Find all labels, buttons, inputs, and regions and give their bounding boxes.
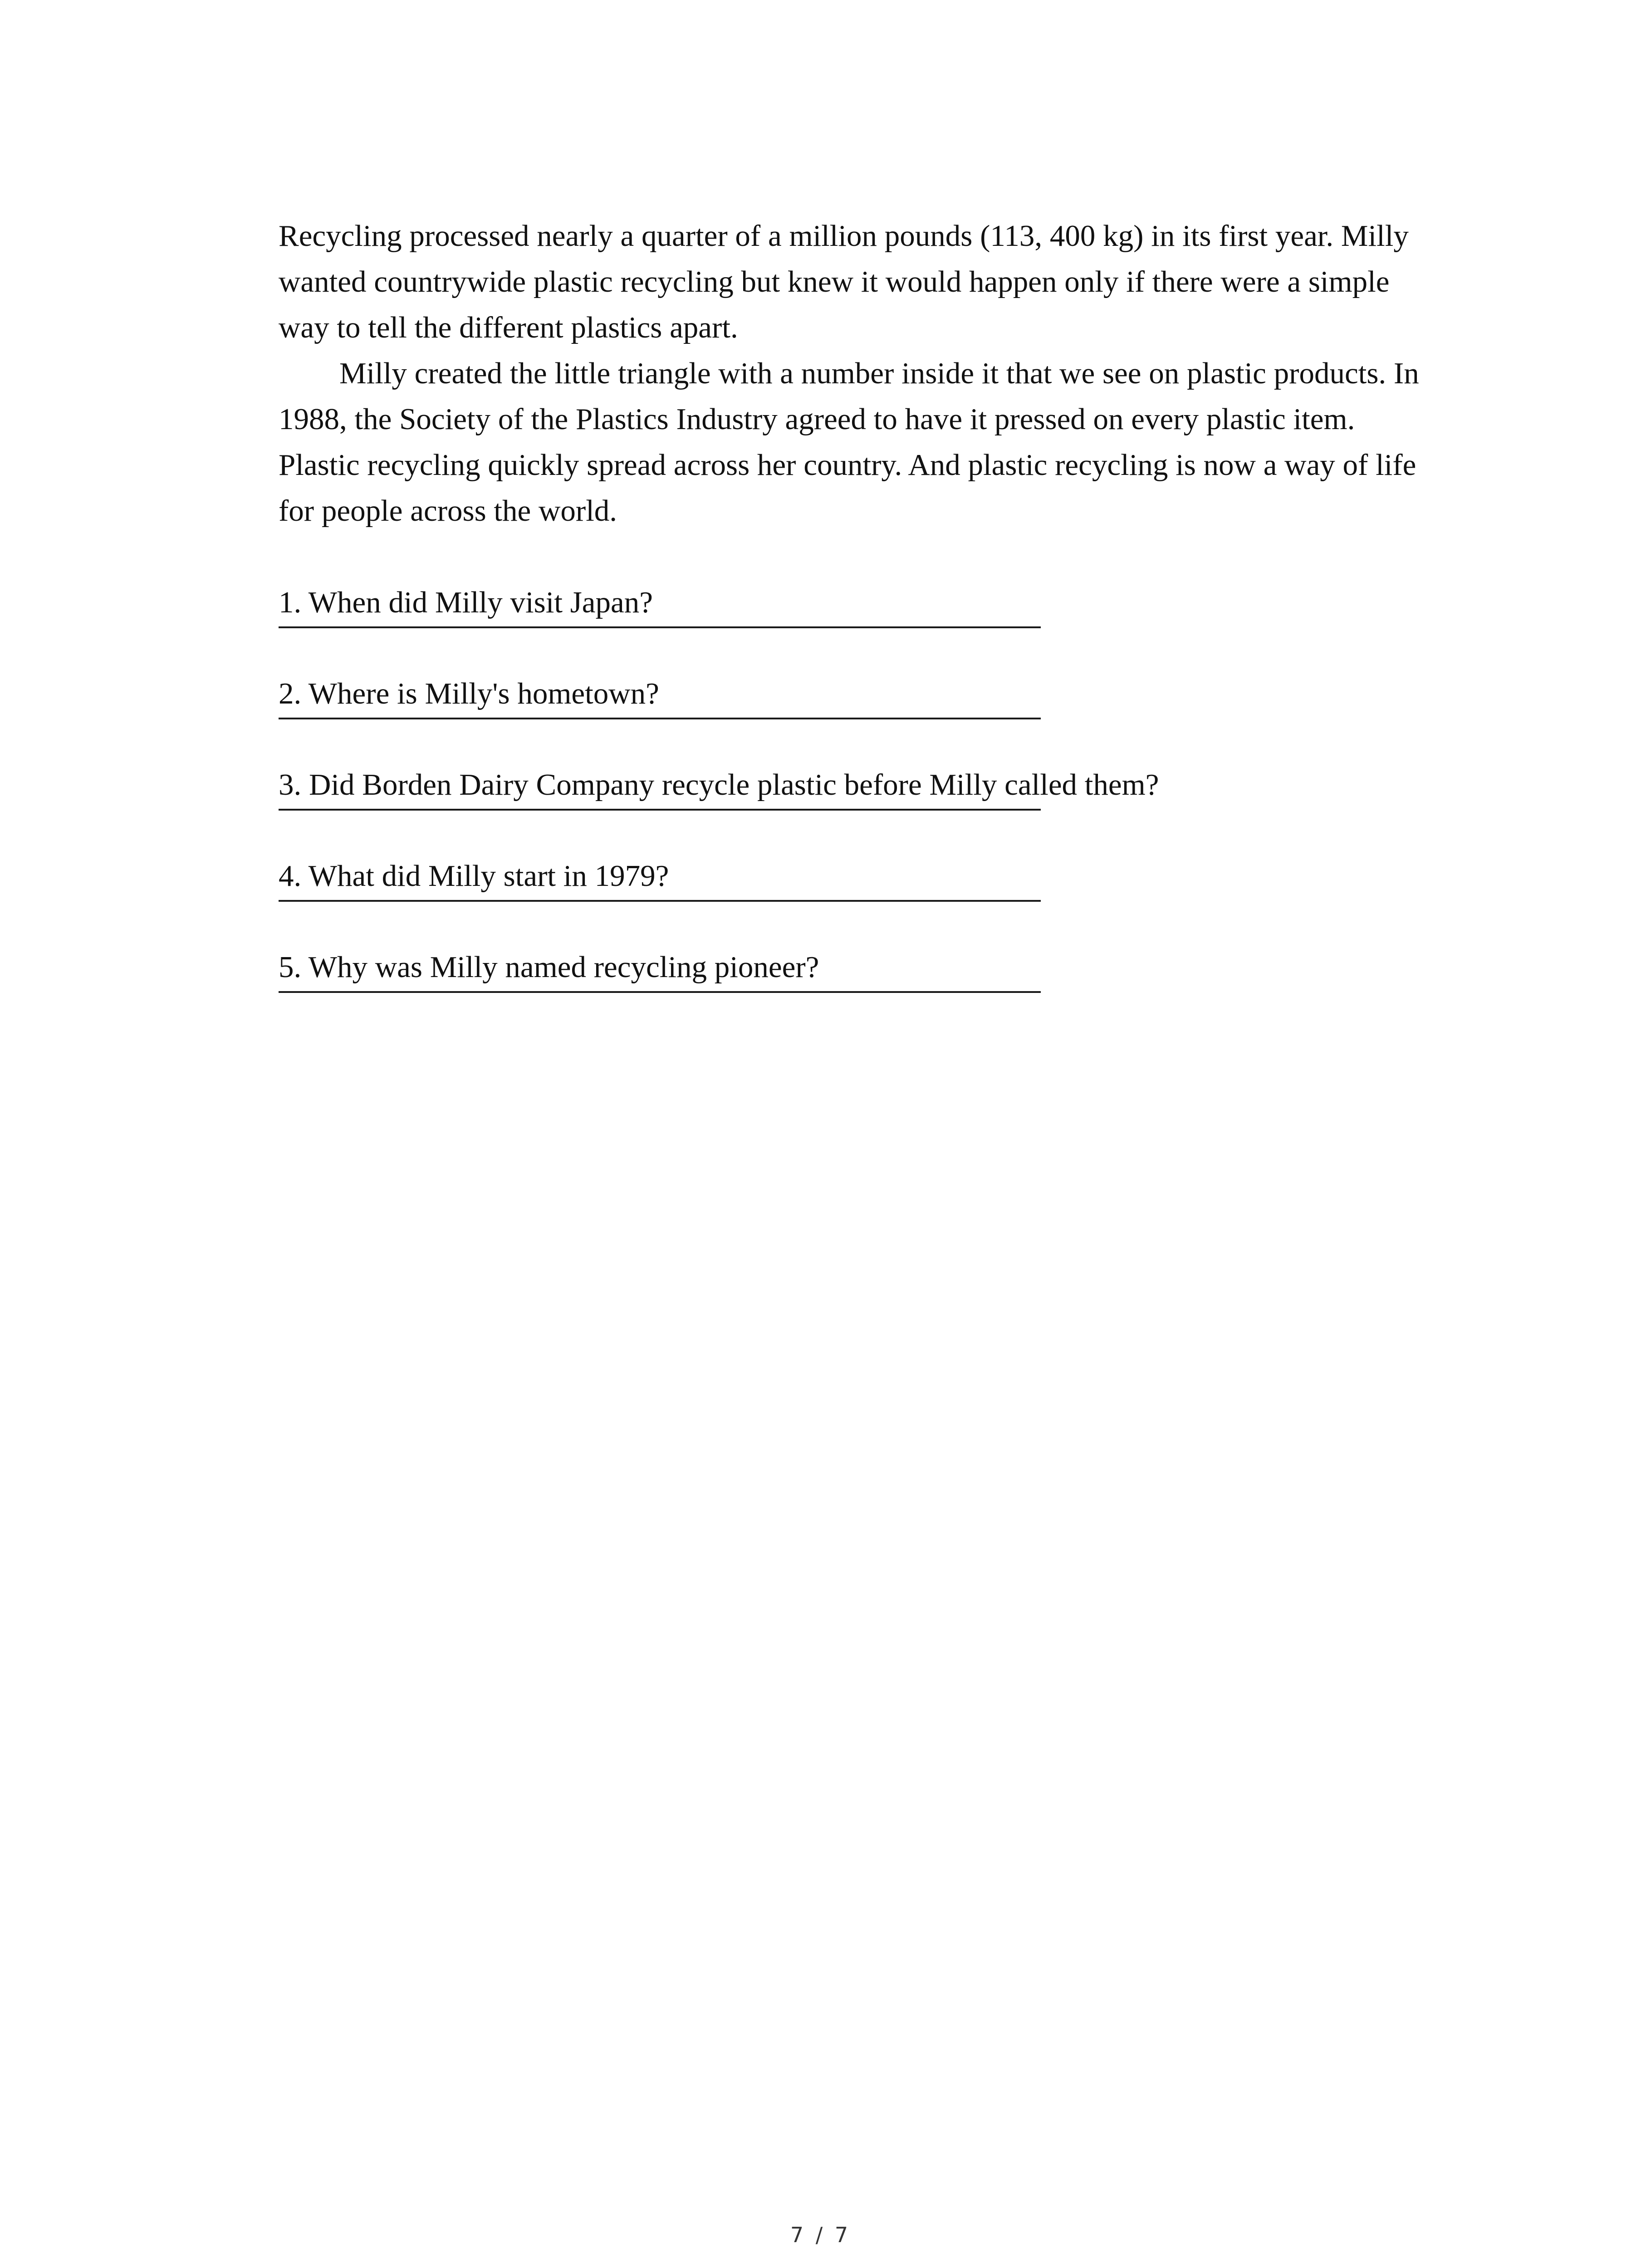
- question-item: [279, 762, 1431, 811]
- question-text: 3. Did Borden Dairy Company recycle plastic before Milly called them?: [279, 768, 1159, 802]
- answer-line[interactable]: [279, 900, 1041, 902]
- question-item: [279, 853, 1431, 902]
- question-text: 5. Why was Milly named recycling pioneer?: [279, 950, 819, 984]
- question-text: 1. When did Milly visit Japan?: [279, 586, 653, 619]
- page-number: 7 / 7: [790, 2223, 851, 2247]
- question-text: 2. Where is Milly's hometown?: [279, 677, 659, 710]
- answer-line[interactable]: [279, 626, 1041, 628]
- question-item: [279, 944, 1431, 993]
- page-content: [279, 213, 1431, 993]
- paragraph-continuation: Recycling processed nearly a quarter of a million pounds (113, 400 kg) in its first year. Milly wanted countrywide plastic recycling but knew it would happen only if there were a simple way to tell the different plastics apart.: [279, 219, 1409, 344]
- answer-line[interactable]: [279, 809, 1041, 811]
- answer-line[interactable]: [279, 991, 1041, 993]
- answer-line[interactable]: [279, 718, 1041, 719]
- paragraph-triangle-symbol: Milly created the little triangle with a number inside it that we see on plastic products. In 1988, the Society of the Plastics Industry agreed to have it pressed on every plastic item. Plastic recycling quickly spread across her country. And plastic recycling is now a way of life for people across the world.: [279, 357, 1419, 528]
- question-text: 4. What did Milly start in 1979?: [279, 859, 669, 893]
- question-list: [279, 580, 1431, 993]
- question-item: [279, 671, 1431, 719]
- question-item: [279, 580, 1431, 628]
